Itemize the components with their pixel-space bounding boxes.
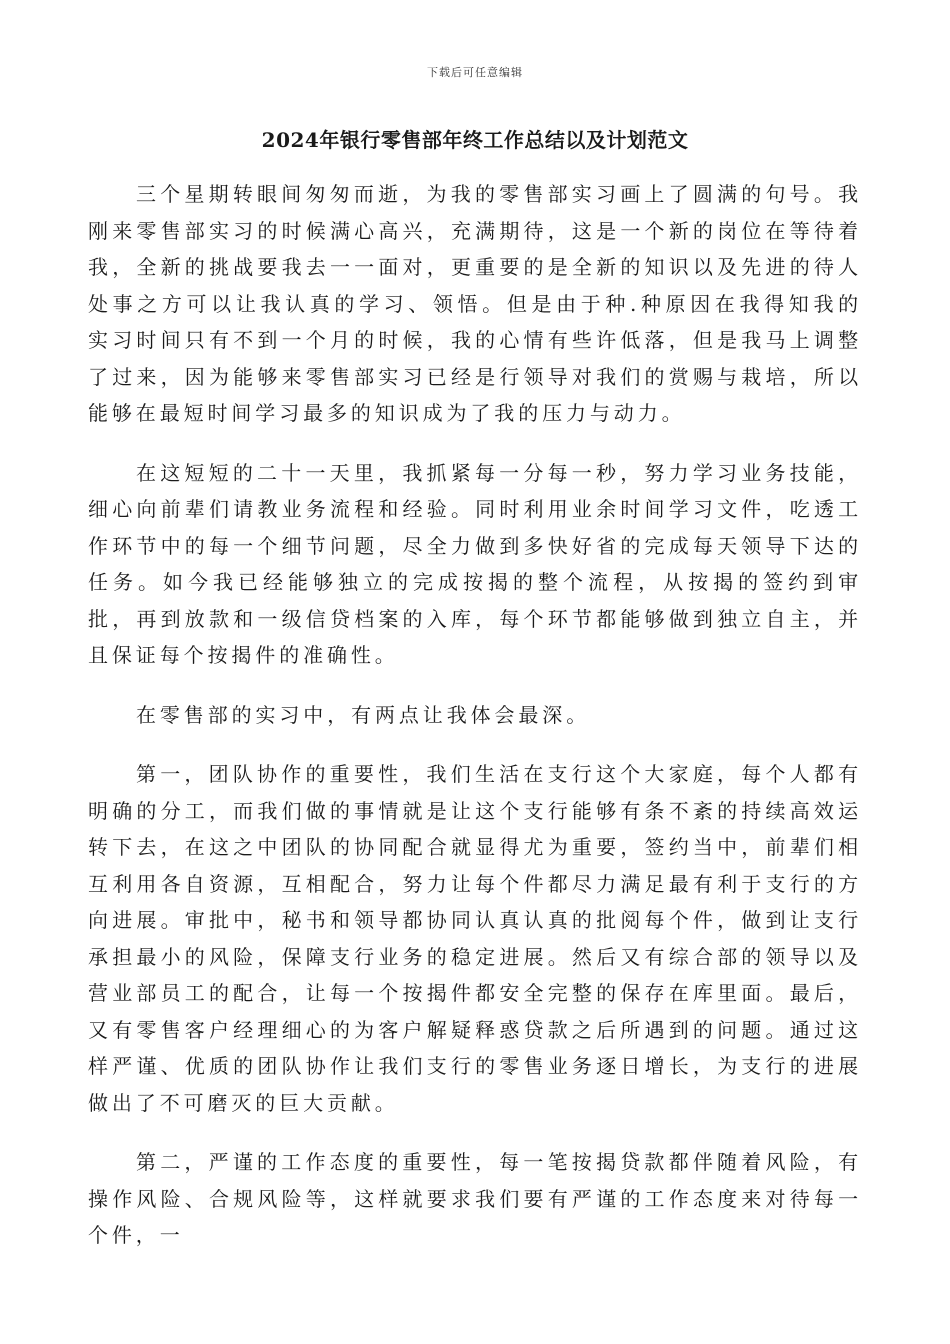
paragraph-2: 在这短短的二十一天里，我抓紧每一分每一秒，努力学习业务技能，细心向前辈们请教业务流程和经验。同时利用业余时间学习文件，吃透工作环节中的每一个细节问题，尽全力做到多快好省的完成每天领导下达的任务。如今我已经能够独立的完成按揭的整个流程，从按揭的签约到审批，再到放款和一级信贷档案的入库，每个环节都能够做到独立自主，并且保证每个按揭件的准确性。 <box>88 460 862 667</box>
document-body <box>88 176 862 1277</box>
paragraph-5: 第二，严谨的工作态度的重要性，每一笔按揭贷款都伴随着风险，有操作风险、合规风险等，这样就要求我们要有严谨的工作态度来对待每一个件，一 <box>88 1150 862 1247</box>
paragraph-1: 三个星期转眼间匆匆而逝，为我的零售部实习画上了圆满的句号。我刚来零售部实习的时候满心高兴，充满期待，这是一个新的岗位在等待着我，全新的挑战要我去一一面对，更重要的是全新的知识以及先进的待人处事之方可以让我认真的学习、领悟。但是由于种.种原因在我得知我的实习时间只有不到一个月的时候，我的心情有些许低落，但是我马上调整了过来，因为能够来零售部实习已经是行领导对我们的赏赐与栽培，所以能够在最短时间学习最多的知识成为了我的压力与动力。 <box>88 182 862 425</box>
page-header-note: 下载后可任意编辑 <box>427 66 523 79</box>
paragraph-3: 在零售部的实习中，有两点让我体会最深。 <box>136 702 591 727</box>
paragraph-4: 第一，团队协作的重要性，我们生活在支行这个大家庭，每个人都有明确的分工，而我们做的事情就是让这个支行能够有条不紊的持续高效运转下去，在这之中团队的协同配合就显得尤为重要，签约当中，前辈们相互利用各自资源，互相配合，努力让每个件都尽力满足最有利于支行的方向进展。审批中，秘书和领导都协同认真认真的批阅每个件，做到让支行承担最小的风险，保障支行业务的稳定进展。然后又有综合部的领导以及营业部员工的配合，让每一个按揭件都安全完整的保存在库里面。最后，又有零售客户经理细心的为客户解疑释惑贷款之后所遇到的问题。通过这样严谨、优质的团队协作让我们支行的零售业务逐日增长，为支行的进展做出了不可磨灭的巨大贡献。 <box>88 762 862 1115</box>
document-title: 2024年银行零售部年终工作总结以及计划范文 <box>261 128 689 152</box>
